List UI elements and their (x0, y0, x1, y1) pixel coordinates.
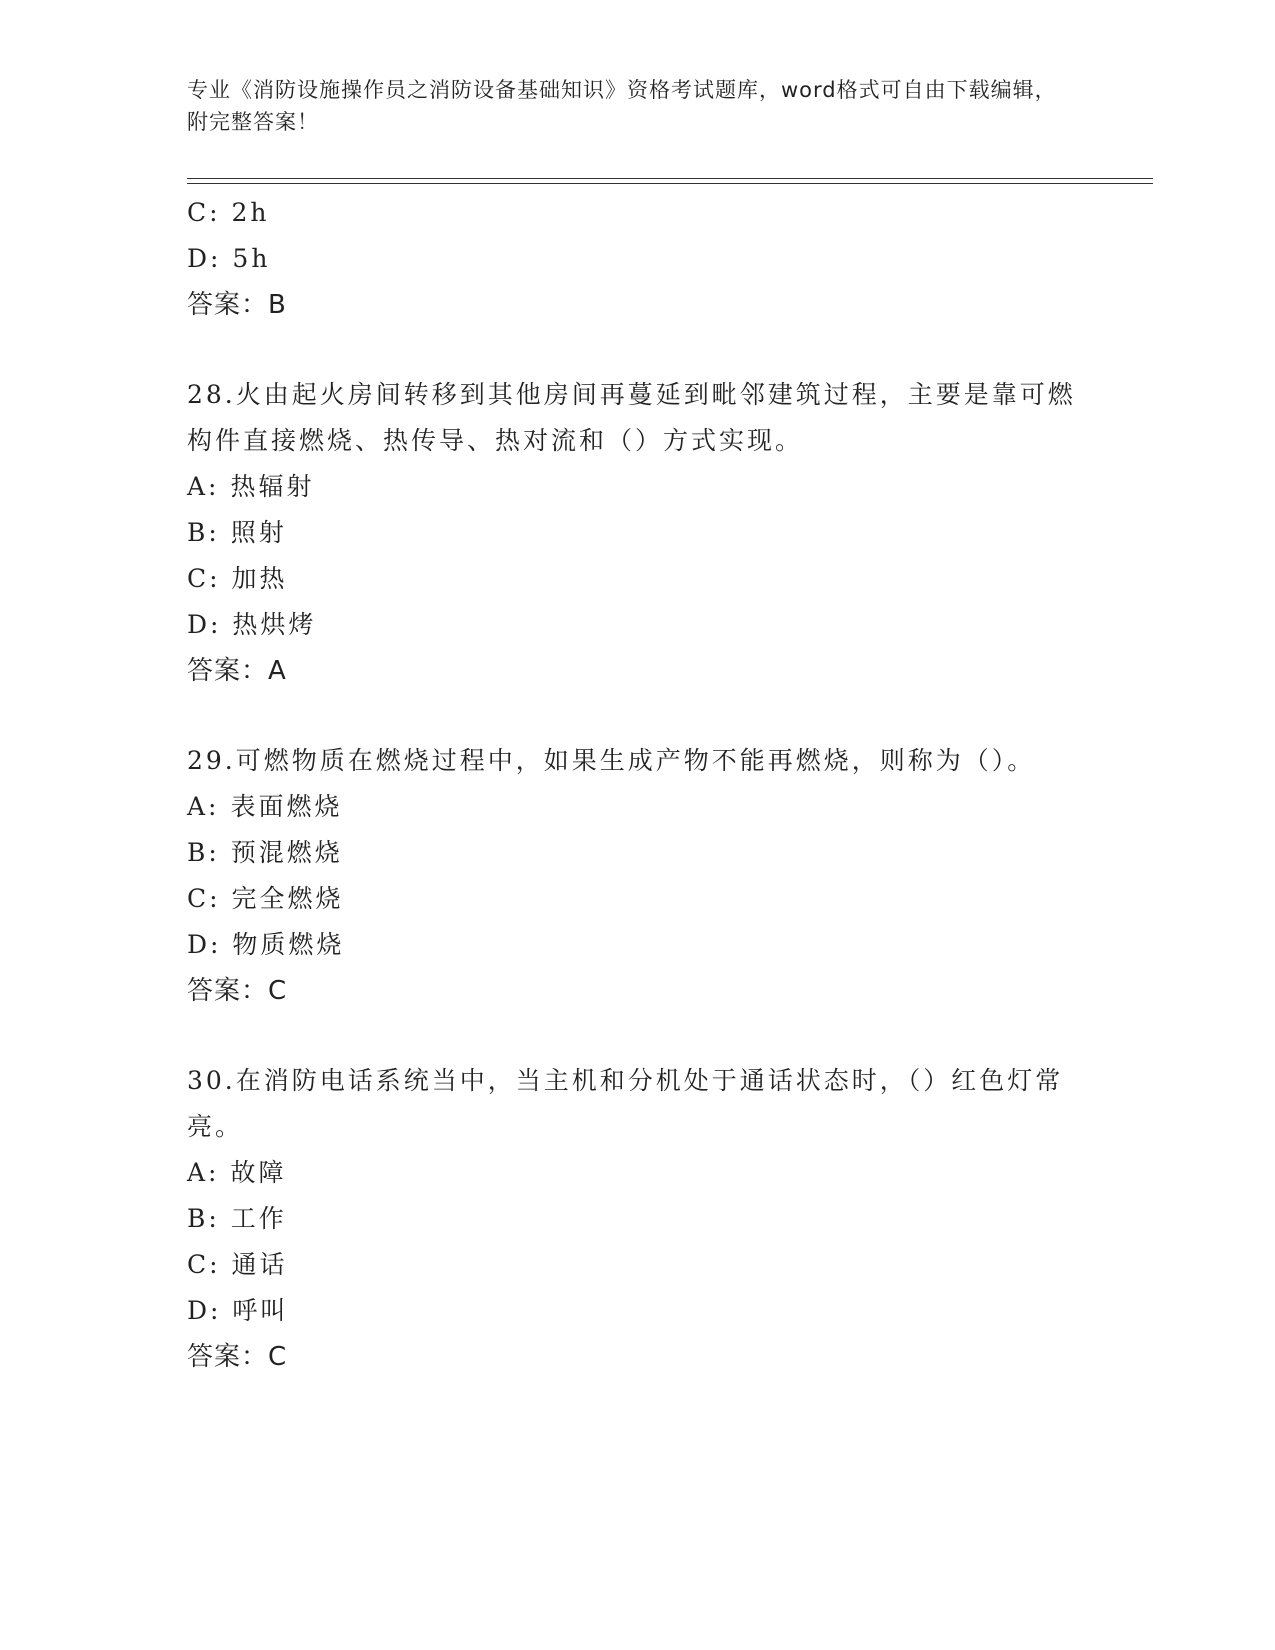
option-b: B: 工作 (187, 1204, 287, 1233)
answer-line: 答案：C (187, 1342, 288, 1372)
document-header: 专业《消防设施操作员之消防设备基础知识》资格考试题库，word格式可自由下载编辑，附完整答案！ (187, 78, 1057, 134)
option-c: C: 通话 (187, 1250, 288, 1279)
question-text: 30.在消防电话系统当中，当主机和分机处于通话状态时，（）红色灯常亮。 (187, 1066, 1064, 1141)
option-d: D: 5h (187, 244, 271, 273)
option-c: C: 加热 (187, 564, 288, 593)
question-block-28 (187, 372, 1087, 694)
option-c: C: 2h (187, 198, 270, 227)
option-b: B: 照射 (187, 518, 287, 547)
option-d: D: 热烘烤 (187, 610, 317, 639)
question-text: 28.火由起火房间转移到其他房间再蔓延到毗邻建筑过程，主要是靠可燃构件直接燃烧、热传导、热对流和（）方式实现。 (187, 380, 1076, 455)
question-text: 29.可燃物质在燃烧过程中，如果生成产物不能再燃烧，则称为（）。 (187, 746, 1036, 775)
option-d: D: 呼叫 (187, 1296, 289, 1325)
answer-line: 答案：A (187, 656, 287, 686)
question-block-continued (187, 190, 1087, 328)
question-list (187, 190, 1087, 1380)
option-a: A: 故障 (187, 1158, 287, 1187)
header-divider-top (187, 178, 1153, 179)
option-a: A: 表面燃烧 (187, 792, 343, 821)
question-block-29 (187, 738, 1087, 1014)
option-b: B: 预混燃烧 (187, 838, 343, 867)
header-divider-bottom (187, 183, 1153, 184)
answer-line: 答案：B (187, 290, 287, 320)
answer-line: 答案：C (187, 976, 288, 1006)
option-c: C: 完全燃烧 (187, 884, 344, 913)
option-d: D: 物质燃烧 (187, 930, 345, 959)
option-a: A: 热辐射 (187, 472, 315, 501)
question-block-30 (187, 1058, 1087, 1380)
